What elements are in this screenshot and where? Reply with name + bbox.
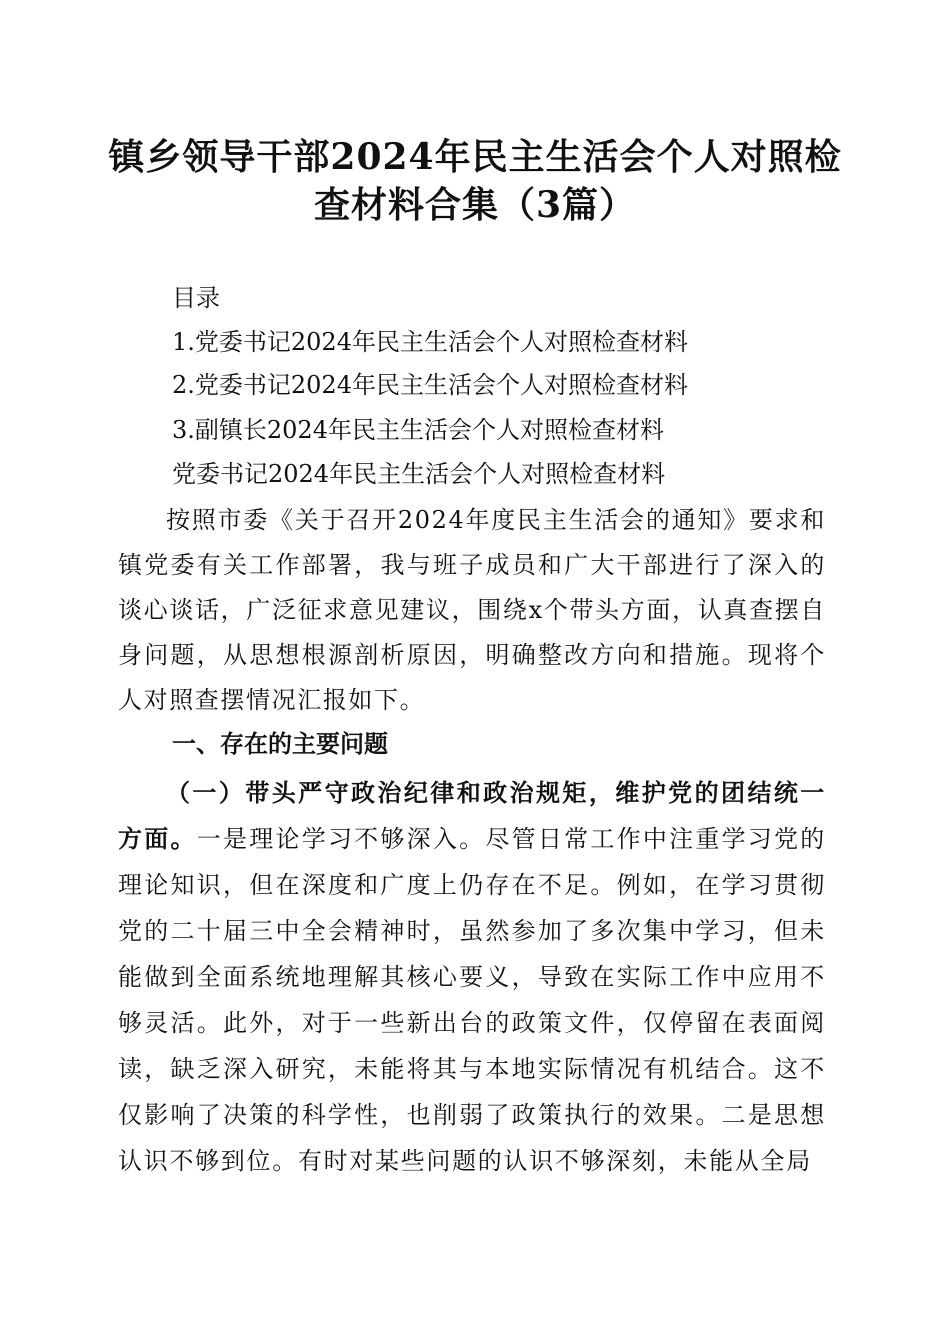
article-title: 党委书记2024年民主生活会个人对照检查材料 bbox=[172, 460, 666, 488]
toc-item-2: 2.党委书记2024年民主生活会个人对照检查材料 bbox=[172, 371, 688, 399]
toc-item-3: 3.副镇长2024年民主生活会个人对照检查材料 bbox=[172, 416, 664, 444]
subsection-heading: （一）带头严守政治纪律和政治规矩，维护党的团结统一方面。 bbox=[118, 778, 826, 853]
toc-item-1: 1.党委书记2024年民主生活会个人对照检查材料 bbox=[172, 328, 688, 356]
subsection-body: 一是理论学习不够深入。尽管日常工作中注重学习党的理论知识，但在深度和广度上仍存在不足。例如，在学习贯彻党的二十届三中全会精神时，虽然参加了多次集中学习，但未能做到全面系统地理解其核心要义，导致在实际工作中应用不够灵活。此外，对于一些新出台的政策文件，仅停留在表面阅读，缺乏深入研究，未能将其与本地实际情况有机结合。这不仅影响了决策的科学性，也削弱了政策执行的效果。二是思想认识不够到位。有时对某些问题的认识不够深刻，未能从全局 bbox=[118, 825, 826, 1175]
toc-label: 目录 bbox=[172, 284, 220, 312]
section-heading: 一、存在的主要问题 bbox=[172, 730, 388, 758]
subsection-paragraph bbox=[118, 770, 826, 1184]
document-title: 镇乡领导干部2024年民主生活会个人对照检查材料合集（3篇） bbox=[108, 136, 842, 226]
intro-paragraph: 按照市委《关于召开2024年度民主生活会的通知》要求和镇党委有关工作部署，我与班子成员和广大干部进行了深入的谈心谈话，广泛征求意见建议，围绕x个带头方面，认真查摆自身问题，从思想根源剖析原因，明确整改方向和措施。现将个人对照查摆情况汇报如下。 bbox=[118, 506, 826, 714]
